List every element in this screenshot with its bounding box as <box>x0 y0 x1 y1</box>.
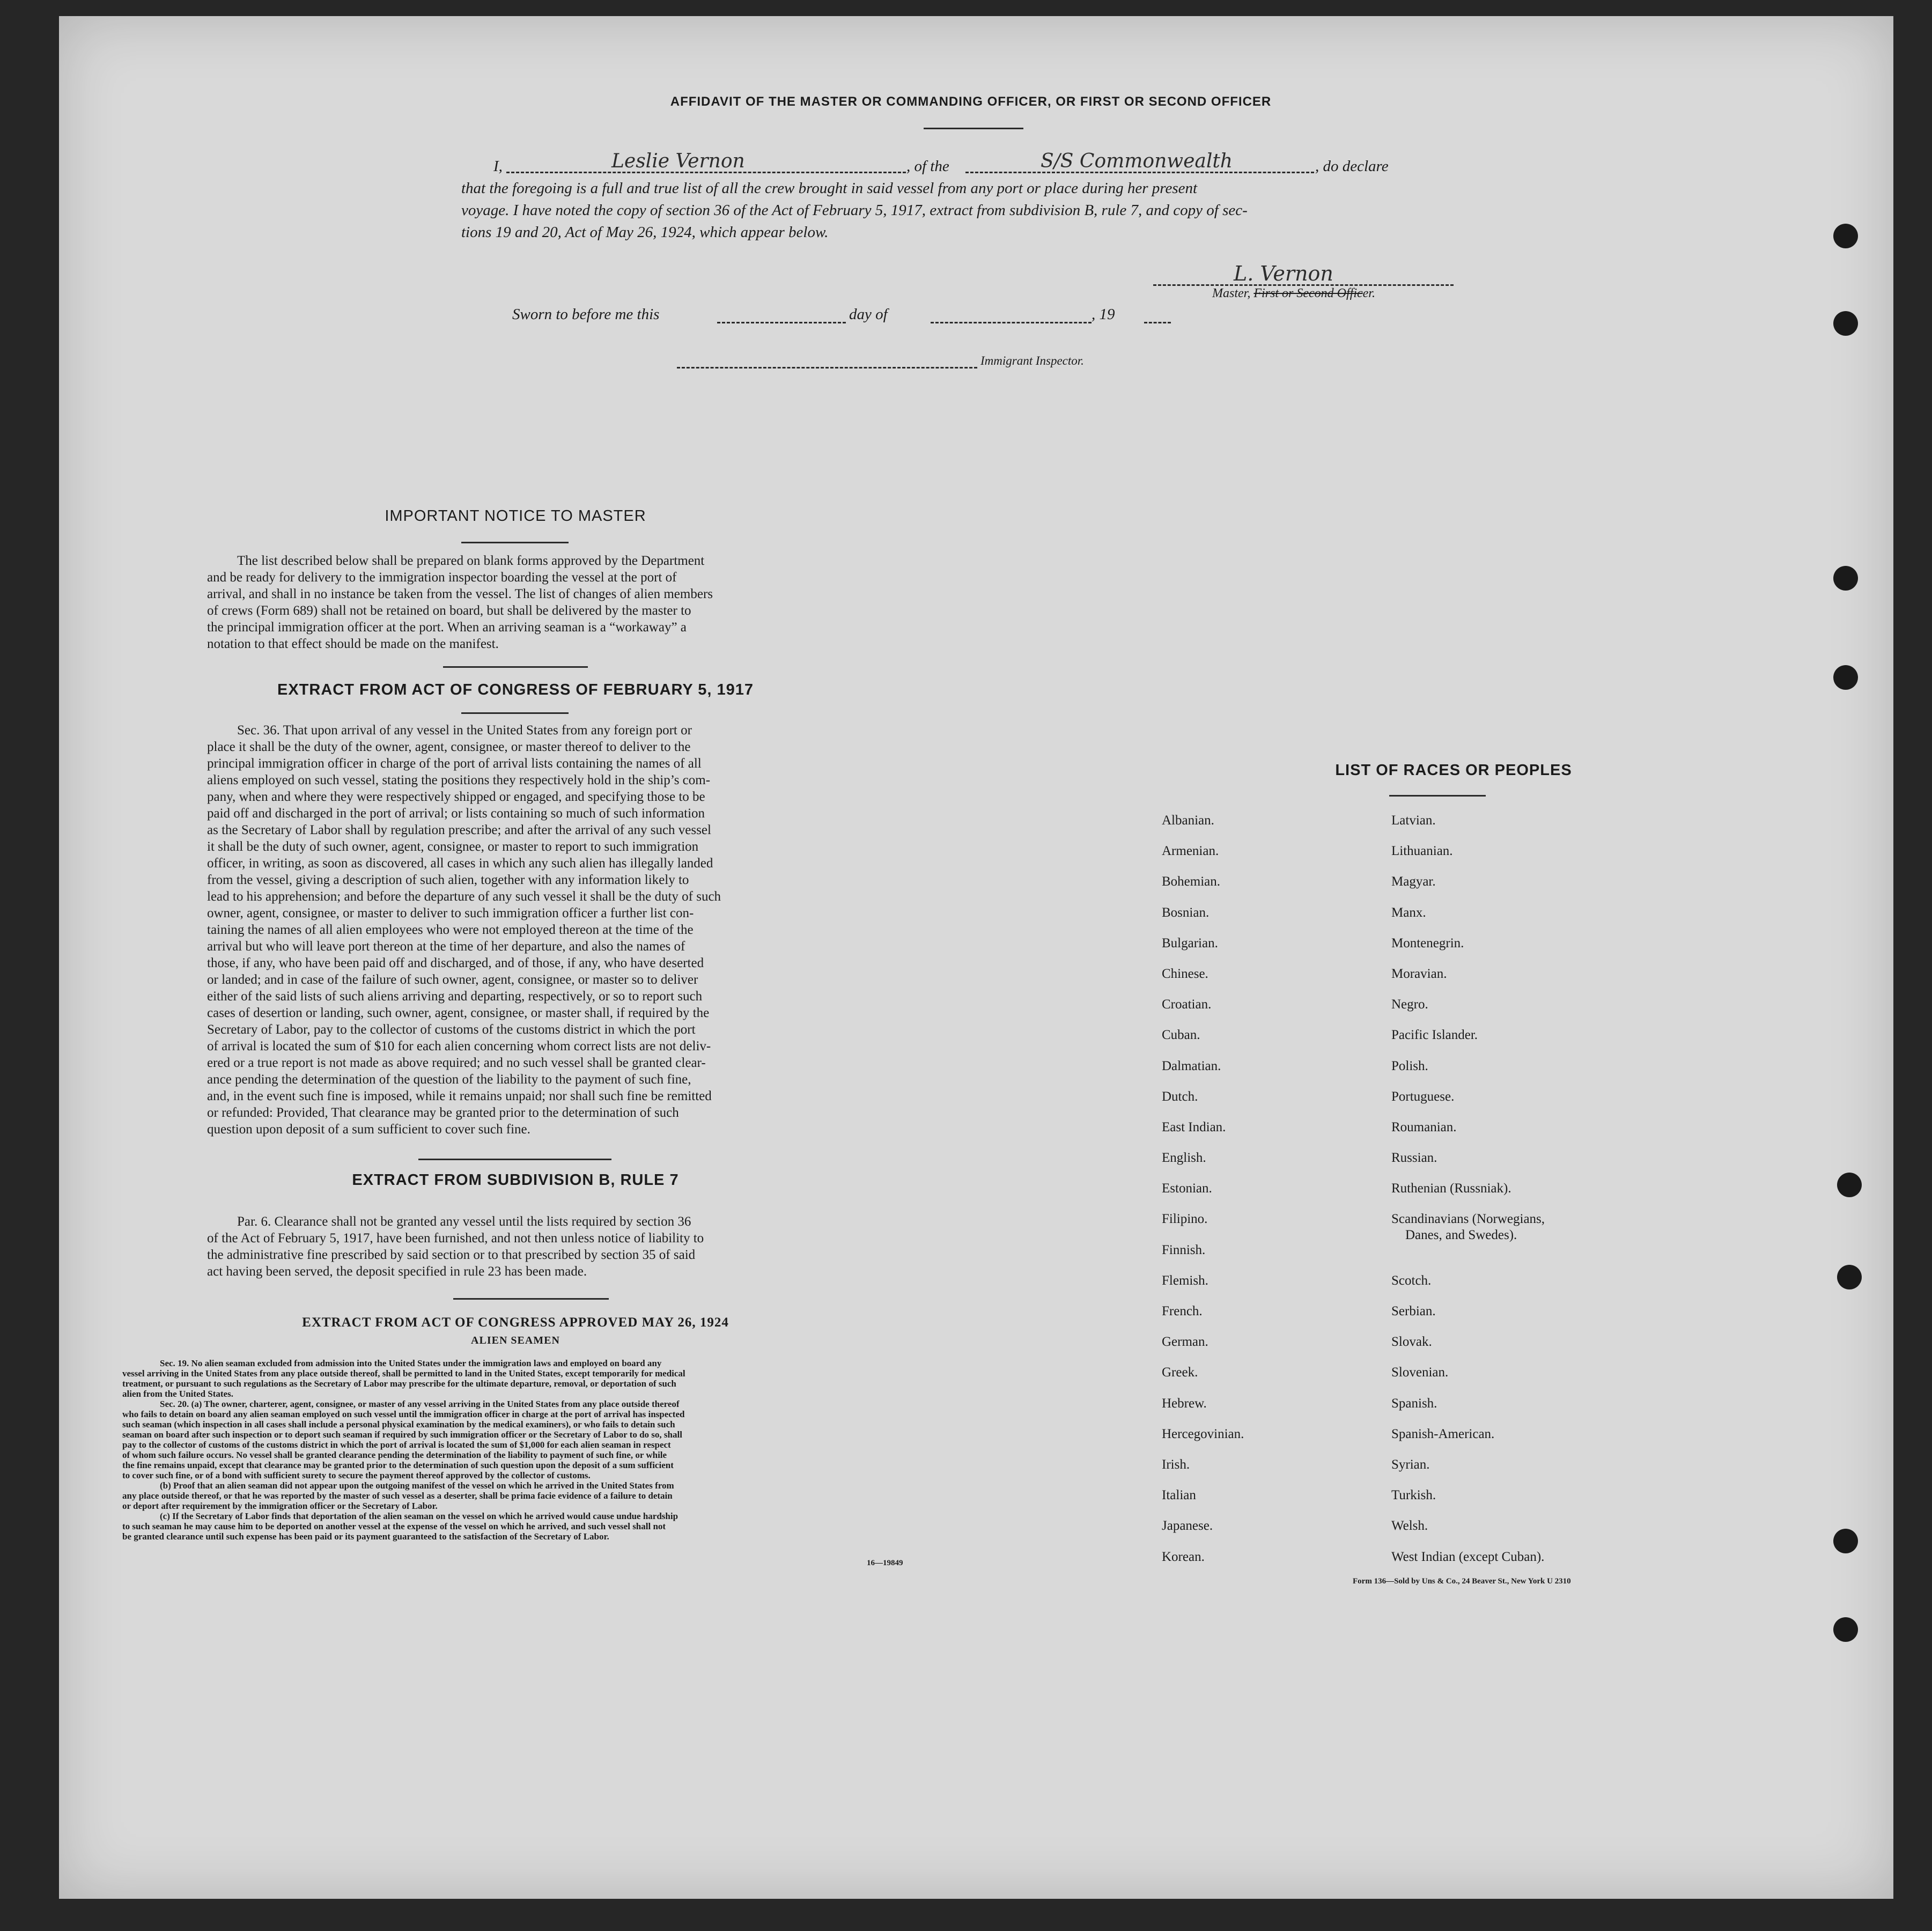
extract-1917-text: Sec. 36. That upon arrival of any vessel in the United States from any foreign port or place it shall be the duty of the owner, agent, consignee, or master thereof to deliver to the principal immigration officer in charge of the port of arrival lists containing the names of all aliens employed on such vessel, stating the positions they respectively hold in the ship’s com- pany, when and where they were respectively shipped or engaged, and specifying those to be paid off and discharged in the port of arrival; or lists containing so much of such information as the Secretary of Labor shall by regulation prescribe; and after the arrival of any such vessel it shall be the duty of such owner, agent, consignee, or master to report to such immigration officer, in writing, as soon as discovered, all cases in which any such alien has illegally landed from the vessel, giving a description of such alien, together with any information likely to lead to his apprehension; and before the departure of any such vessel it shall be the duty of such owner, agent, consignee, or master to deliver to such immigration officer a further list con- taining the names of all alien employees who were not employed thereon at the time of the arrival but who will leave port thereon at the time of her departure, and also the names of those, if any, who have been paid off and discharged, and of those, if any, who have deserted or landed; and in case of the failure of such owner, agent, consignee, or master so to deliver either of the said lists of such aliens arriving and departing, respectively, or so to report such cases of desertion or landing, such owner, agent, consignee, or master shall, if required by the Secretary of Labor, pay to the collector of customs of the customs district in which the port of arrival is located the sum of $10 for each alien concerning whom correct lists are not deliv- ered or a true report is not made as above required; and no such vessel shall be granted clear- ance pending the determination of the question of the liability to the payment of such fine, and, in the event such fine is imposed, while it remains unpaid; nor shall such fine be remitted or refunded: Provided, That clearance may be granted prior to the determination of such question upon deposit of a sum sufficient to cover such fine. <box>207 723 721 1137</box>
binder-hole <box>1833 1617 1858 1642</box>
sworn-day-field[interactable] <box>717 322 846 323</box>
race-item: German. <box>1162 1335 1208 1350</box>
race-item: East Indian. <box>1162 1119 1226 1134</box>
declaration-line: that the foregoing is a full and true list of all the crew brought in said vessel from any port or place during her present <box>461 180 1198 197</box>
race-item: Roumanian. <box>1391 1119 1457 1134</box>
declaration-line: voyage. I have noted the copy of section 36 of the Act of February 5, 1917, extract from subdivision B, rule 7, and copy of sec- <box>461 202 1248 219</box>
race-item: Chinese. <box>1162 966 1208 981</box>
race-item: Magyar. <box>1391 874 1436 889</box>
race-item: Spanish-American. <box>1391 1426 1495 1441</box>
binder-hole <box>1833 566 1858 591</box>
master-name-handwriting: Leslie Vernon <box>611 150 745 172</box>
race-item: Dutch. <box>1162 1089 1198 1104</box>
day-of-label: day of <box>849 306 888 323</box>
sworn-line <box>512 306 1210 327</box>
binder-hole <box>1833 665 1858 690</box>
race-item: Welsh. <box>1391 1519 1428 1534</box>
race-item: Moravian. <box>1391 966 1447 981</box>
print-code: 16—19849 <box>867 1559 903 1567</box>
binder-hole <box>1837 1265 1862 1289</box>
race-item: Negro. <box>1391 997 1428 1012</box>
race-item: Korean. <box>1162 1549 1205 1564</box>
races-right-column <box>1391 813 1670 1580</box>
race-item: Hebrew. <box>1162 1396 1207 1411</box>
affidavit-title: AFFIDAVIT OF THE MASTER OR COMMANDING OFFICER, OR FIRST OR SECOND OFFICER <box>670 94 1272 109</box>
race-item: Filipino. <box>1162 1212 1208 1227</box>
extract-1917-title: EXTRACT FROM ACT OF CONGRESS OF FEBRUARY 5, 1917 <box>277 681 754 698</box>
rule-7-text: Par. 6. Clearance shall not be granted any vessel until the lists required by section 36 of the Act of February 5, 1917, have been furnished, and not then unless notice of liability to the administrative fine prescribed by said section or to that prescribed by section 35 of said act having been served, the deposit specified in rule 23 has been made. <box>207 1214 704 1279</box>
sworn-label: Sworn to before me this <box>512 306 660 323</box>
race-item: Montenegrin. <box>1391 935 1464 950</box>
race-item: Irish. <box>1162 1457 1190 1472</box>
race-item: Manx. <box>1391 905 1426 920</box>
race-item: Scandinavians (Norwegians, Danes, and Swedes). <box>1391 1212 1545 1243</box>
race-item: Turkish. <box>1391 1488 1436 1503</box>
race-item: Bosnian. <box>1162 905 1210 920</box>
year-label: , 19 <box>1092 306 1115 323</box>
race-item: Albanian. <box>1162 813 1214 828</box>
race-item: Cuban. <box>1162 1028 1200 1043</box>
race-item: Estonian. <box>1162 1181 1212 1196</box>
notice-title: IMPORTANT NOTICE TO MASTER <box>385 507 646 525</box>
race-item: Bulgarian. <box>1162 935 1218 950</box>
race-item: Scotch. <box>1391 1273 1432 1288</box>
inspector-signature-field[interactable] <box>677 367 977 368</box>
races-left-column <box>1162 813 1366 1580</box>
race-item: French. <box>1162 1304 1203 1318</box>
race-item: Portuguese. <box>1391 1089 1455 1104</box>
race-item: West Indian (except Cuban). <box>1391 1549 1545 1564</box>
inspector-label: Immigrant Inspector. <box>980 354 1084 367</box>
race-item: Bohemian. <box>1162 874 1221 889</box>
race-item: Dalmatian. <box>1162 1058 1221 1073</box>
master-signature: L. Vernon <box>1234 262 1333 285</box>
extract-1924-text: Sec. 19. No alien seaman excluded from admission into the United States under the immigration laws and employed on board any vessel arriving in the United States from any place outside thereof, shall be permitted to land in the United States, except temporarily for medical treatment, or pursuant to such regulations as the Secretary of Labor may prescribe for the ultimate departure, removal, or deportation of such alien from the United States. Sec. 20. (a) The owner, charterer, agent, consignee, or master of any vessel arriving in the United States from any place outside thereof who fails to detain on board any alien seaman employed on such vessel until the immigration officer in charge at the port of arrival has inspected such seaman (which inspection in all cases shall include a personal physical examination by the medical examiners), or who fails to detain such seaman on board after such inspection or to deport such seaman if required by such immigration officer or the Secretary of Labor to do so, shall pay to the collector of customs of the customs district in which the port of arrival is located the sum of $1,000 for each alien seaman in respect of whom such failure occurs. No vessel shall be granted clearance pending the determination of the liability to payment of such fine, or while the fine remains unpaid, except that clearance may be granted prior to the determination of such question upon the deposit of a sum sufficient to cover such fine, or of a bond with sufficient surety to secure the payment thereof approved by the collector of customs. (b) Proof that an alien seaman did not appear upon the outgoing manifest of the vessel on which he arrived in the United States from any place outside thereof, or that he was reported by the master of such vessel as a deserter, shall be prima facie evidence of a failure to detain or deport after requirement by the immigration officer or the Secretary of Labor. (c) If the Secretary of Labor finds that deportation of the alien seaman on the vessel on which he arrived would cause undue hardship to such seaman he may cause him to be deported on another vessel at the expense of the vessel on which he arrived, and such vessel shall not be granted clearance until such expense has been paid or its payment guaranteed to the satisfaction of the Secretary of Labor. <box>122 1358 685 1542</box>
divider <box>443 666 588 668</box>
sworn-month-field[interactable] <box>931 322 1092 323</box>
race-item: Finnish. <box>1162 1242 1206 1257</box>
binder-hole <box>1833 311 1858 336</box>
race-item: Lithuanian. <box>1391 844 1453 859</box>
divider <box>461 542 569 543</box>
race-item: Slovak. <box>1391 1335 1432 1350</box>
rule-7-title: EXTRACT FROM SUBDIVISION B, RULE 7 <box>352 1171 679 1189</box>
of-the-label: , of the <box>906 158 949 175</box>
binder-hole <box>1833 224 1858 248</box>
divider <box>453 1298 609 1300</box>
binder-hole <box>1833 1529 1858 1553</box>
alien-seamen-subtitle: ALIEN SEAMEN <box>471 1335 560 1346</box>
divider <box>924 128 1023 129</box>
binder-hole <box>1837 1173 1862 1197</box>
race-item: Slovenian. <box>1391 1365 1449 1380</box>
divider <box>418 1159 611 1160</box>
declaration-line: tions 19 and 20, Act of May 26, 1924, which appear below. <box>461 224 829 241</box>
divider <box>1389 795 1486 797</box>
race-item: Latvian. <box>1391 813 1436 828</box>
declare-label: , do declare <box>1315 158 1389 175</box>
race-item: Italian <box>1162 1488 1196 1503</box>
divider <box>461 712 569 714</box>
race-item: Syrian. <box>1391 1457 1430 1472</box>
notice-text: The list described below shall be prepared on blank forms approved by the Department and be ready for delivery to the immigration inspector boarding the vessel at the port of arrival, and shall in no instance be taken from the vessel. The list of changes of alien members of crews (Form 689) shall not be retained on board, but shall be delivered by the master to the principal immigration officer at the port. When an arriving seaman is a “workaway” a notation to that effect should be made on the manifest. <box>207 554 713 651</box>
race-item: Ruthenian (Russniak). <box>1391 1181 1511 1196</box>
race-item: Flemish. <box>1162 1273 1208 1288</box>
race-item: Polish. <box>1391 1058 1428 1073</box>
race-item: Armenian. <box>1162 844 1219 859</box>
race-item: Japanese. <box>1162 1519 1213 1534</box>
race-item: Pacific Islander. <box>1391 1028 1478 1043</box>
race-item: Greek. <box>1162 1365 1198 1380</box>
race-item: Spanish. <box>1391 1396 1437 1411</box>
signature-caption: Master, First or Second Officer. <box>1212 286 1375 300</box>
race-item: Russian. <box>1391 1151 1437 1166</box>
race-item: Croatian. <box>1162 997 1212 1012</box>
sworn-year-field[interactable] <box>1144 322 1171 323</box>
races-title: LIST OF RACES OR PEOPLES <box>1335 762 1572 779</box>
race-item: Serbian. <box>1391 1304 1436 1319</box>
race-item: English. <box>1162 1151 1206 1166</box>
affidavit-declaration <box>461 150 1486 244</box>
vessel-name-handwriting: S/S Commonwealth <box>1041 150 1233 172</box>
form-note: Form 136—Sold by Uns & Co., 24 Beaver St., New York U 2310 <box>1353 1577 1571 1586</box>
i-label: I, <box>493 158 503 175</box>
race-item: Hercegovinian. <box>1162 1426 1244 1441</box>
extract-1924-title: EXTRACT FROM ACT OF CONGRESS APPROVED MAY 26, 1924 <box>302 1315 729 1330</box>
